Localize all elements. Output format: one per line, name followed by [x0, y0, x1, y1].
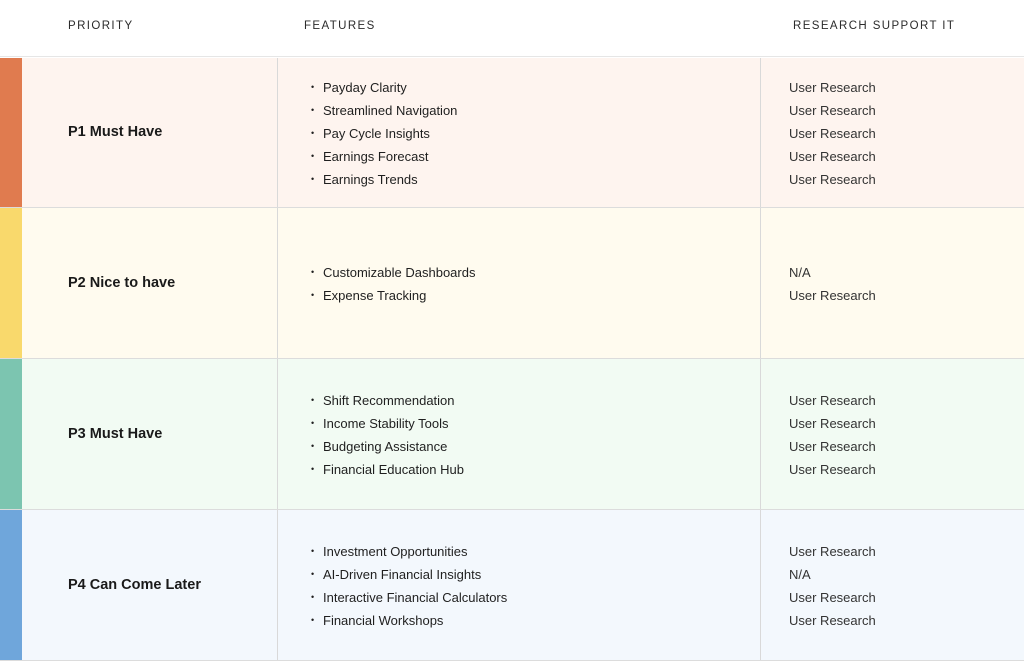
feature-item: • Streamlined Navigation: [311, 99, 457, 122]
feature-item: • Payday Clarity: [311, 76, 457, 99]
research-support-item: User Research: [789, 415, 876, 431]
research-support-item: N/A: [789, 566, 811, 582]
feature-item: • Income Stability Tools: [311, 412, 464, 435]
priority-row: [0, 359, 1024, 510]
research-support-item: User Research: [789, 461, 876, 477]
research-support-item: User Research: [789, 79, 876, 95]
priority-row: [0, 58, 1024, 208]
priority-label: P1 Must Have: [68, 124, 163, 140]
column-divider: [760, 208, 761, 358]
priority-label: P2 Nice to have: [68, 274, 176, 291]
research-support-item: User Research: [789, 125, 876, 141]
feature-list: [311, 76, 457, 191]
priority-color-stripe: [0, 208, 22, 358]
research-support-item: User Research: [789, 438, 876, 454]
research-support-item: User Research: [789, 589, 876, 605]
column-divider: [277, 359, 278, 509]
feature-item: • Financial Education Hub: [311, 458, 464, 481]
priority-color-stripe: [0, 510, 22, 660]
research-support-list: [789, 261, 876, 307]
research-support-list: [789, 76, 876, 191]
column-divider: [277, 510, 278, 660]
research-support-item: User Research: [789, 287, 876, 303]
research-support-item: N/A: [789, 264, 811, 280]
feature-item: • Financial Workshops: [311, 609, 507, 632]
feature-item: • Pay Cycle Insights: [311, 122, 457, 145]
column-divider: [760, 510, 761, 660]
column-divider: [760, 359, 761, 509]
feature-list: [311, 540, 507, 632]
research-support-item: User Research: [789, 392, 876, 408]
feature-list: [311, 261, 475, 307]
feature-item: • AI-Driven Financial Insights: [311, 563, 507, 586]
research-support-list: [789, 389, 876, 481]
column-divider: [760, 58, 761, 207]
feature-item: • Budgeting Assistance: [311, 435, 464, 458]
header-research-support: RESEARCH SUPPORT IT: [793, 20, 956, 32]
feature-item: • Earnings Forecast: [311, 145, 457, 168]
feature-item: • Investment Opportunities: [311, 540, 507, 563]
research-support-item: User Research: [789, 543, 876, 559]
column-divider: [277, 58, 278, 207]
feature-list: [311, 389, 464, 481]
feature-item: • Expense Tracking: [311, 284, 475, 307]
research-support-item: User Research: [789, 148, 876, 164]
priority-color-stripe: [0, 58, 22, 207]
priority-label: P3 Must Have: [68, 425, 163, 442]
header-priority: PRIORITY: [68, 20, 134, 32]
feature-item: • Interactive Financial Calculators: [311, 586, 507, 609]
priority-color-stripe: [0, 359, 22, 509]
feature-item: • Customizable Dashboards: [311, 261, 475, 284]
priority-label: P4 Can Come Later: [68, 576, 201, 593]
priority-row: [0, 208, 1024, 359]
table-header: [0, 0, 1024, 57]
feature-item: • Shift Recommendation: [311, 389, 464, 412]
column-divider: [277, 208, 278, 358]
header-features: FEATURES: [304, 20, 376, 32]
research-support-list: [789, 540, 876, 632]
priority-row: [0, 510, 1024, 661]
research-support-item: User Research: [789, 171, 876, 187]
research-support-item: User Research: [789, 612, 876, 628]
feature-item: • Earnings Trends: [311, 168, 457, 191]
research-support-item: User Research: [789, 102, 876, 118]
